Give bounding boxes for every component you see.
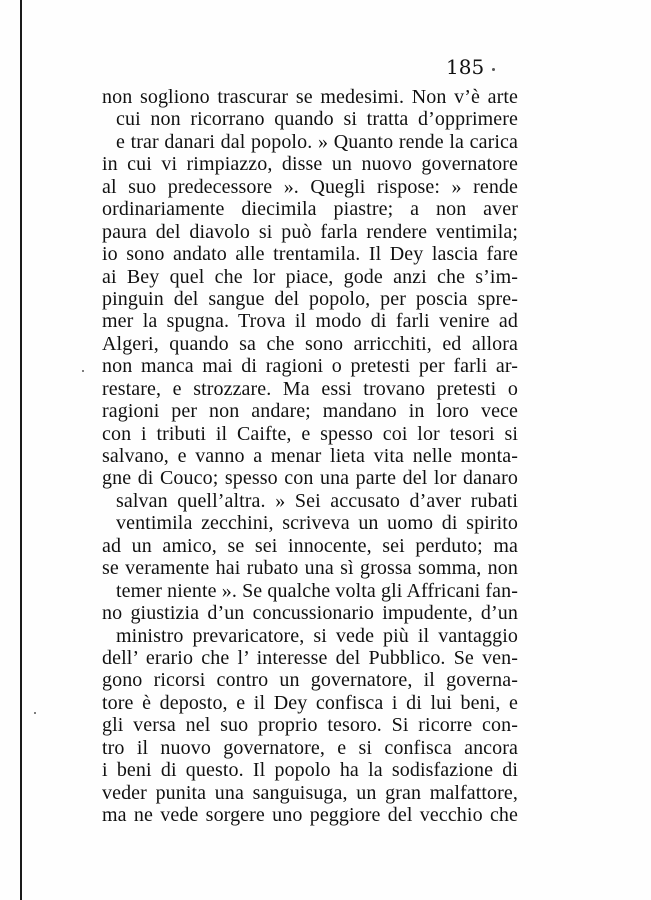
text-line: dell’ erario che l’ interesse del Pubblico. Se ven- xyxy=(102,646,518,669)
text-line: tro il nuovo governatore, e si confisca ancora xyxy=(102,736,518,759)
text-line: gono ricorsi contro un governatore, il governa- xyxy=(102,669,518,692)
text-line: temer niente ». Se qualche volta gli Affricani fan- xyxy=(116,579,518,602)
text-line: io sono andato alle trentamila. Il Dey lascia fare xyxy=(102,243,518,266)
text-line: non sogliono trascurar se medesimi. Non v’è arte xyxy=(102,86,518,108)
print-speck xyxy=(82,370,84,372)
text-line: ma ne vede sorgere uno peggiore del vecchio che xyxy=(102,804,518,826)
text-line: cui non ricorrano quando si tratta d’opprimere xyxy=(116,108,518,131)
text-line: se veramente hai rubato una sì grossa somma, non xyxy=(102,557,518,580)
text-line: ai Bey quel che lor piace, gode anzi che s’im- xyxy=(102,265,518,288)
text-line: in cui vi rimpiazzo, disse un nuovo governatore xyxy=(102,153,518,176)
text-line: ministro prevaricatore, si vede più il vantaggio xyxy=(116,624,518,647)
body-text xyxy=(102,86,518,826)
text-line: paura del diavolo si può farla rendere ventimila; xyxy=(102,220,518,243)
text-line: salvano, e vanno a menar lieta vita nelle monta- xyxy=(102,445,518,467)
text-line: ragioni per non andare; mandano in loro vece xyxy=(102,400,518,423)
text-line: ordinariamente diecimila piastre; a non aver xyxy=(102,198,518,221)
text-line: Algeri, quando sa che sono arricchiti, ed allora xyxy=(102,332,518,355)
text-line: con i tributi il Caifte, e spesso coi lor tesori si xyxy=(102,422,518,445)
print-speck xyxy=(492,68,495,71)
text-line: e trar danari dal popolo. » Quanto rende la carica xyxy=(116,130,518,153)
text-line: tore è deposto, e il Dey confisca i di lui beni, e xyxy=(102,691,518,714)
text-line: gne di Couco; spesso con una parte del lor danaro xyxy=(102,467,518,490)
text-line: veder punita una sanguisuga, un gran malfattore, xyxy=(102,781,518,804)
text-line: i beni di questo. Il popolo ha la sodisfazione di xyxy=(102,759,518,782)
text-line: mer la spugna. Trova il modo di farli venire ad xyxy=(102,310,518,333)
text-line: gli versa nel suo proprio tesoro. Si ricorre con- xyxy=(102,714,518,737)
text-line: salvan quell’altra. » Sei accusato d’aver rubati xyxy=(116,489,518,512)
text-line: al suo predecessore ». Quegli rispose: » rende xyxy=(102,175,518,198)
text-line: no giustizia d’un concussionario impudente, d’un xyxy=(102,602,518,625)
page-edge-rule xyxy=(20,0,22,900)
text-line: ad un amico, se sei innocente, sei perduto; ma xyxy=(102,534,518,557)
text-line: restare, e strozzare. Ma essi trovano pretesti o xyxy=(102,377,518,400)
text-line: non manca mai di ragioni o pretesti per farli ar- xyxy=(102,355,518,378)
text-line: pinguin del sangue del popolo, per poscia spre- xyxy=(102,287,518,310)
text-line: ventimila zecchini, scriveva un uomo di spirito xyxy=(116,512,518,535)
print-speck xyxy=(34,712,36,714)
page-number: 185 xyxy=(446,55,485,79)
